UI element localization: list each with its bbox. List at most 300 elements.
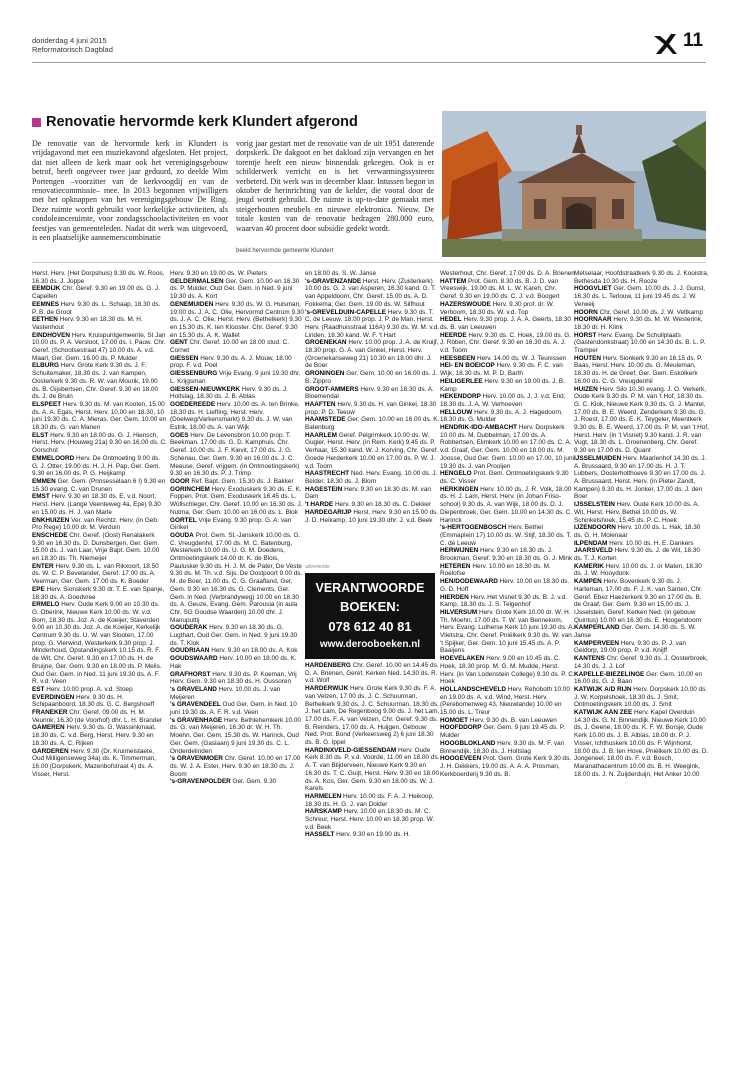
listing-text: Herv. 9.30 ds. G. Wassinkmaat, 18.30 ds. C. v.d. Berg, Herst. Herv. 9.30 en 18.30 ds. A. C. Rijken: [32, 724, 156, 747]
listing-entry: [32, 686, 167, 694]
listing-entry: [440, 270, 575, 278]
listing-group-e: [574, 270, 709, 778]
listing-entry: [305, 278, 440, 309]
listing-place: EVERDINGEN: [32, 693, 75, 701]
listing-text: Herv. 9.30 en 18.30 ds. J. Brookman, Geref. 9.30 en 18.30 ds. G. J. Mink: [440, 547, 573, 563]
listing-entry: [32, 748, 167, 779]
listing-entry: [305, 416, 440, 431]
listing-entry: [170, 486, 305, 517]
ad-phone: 078 612 40 81: [328, 619, 412, 634]
listing-entry: [170, 655, 305, 670]
listing-text: Herv. Exoduskerk 9.30 ds. E. K. Foppen. Prot. Gem. Exoduskerk 16.45 ds. L. Wüllschleger, Chr. Geref. 10.00 en 16.30 ds. J. Nutma, Ger. Gem. 10.00 en 16.00 ds. L. Blok: [170, 485, 303, 516]
listing-entry: [32, 285, 167, 300]
listing-text: Herv. Oude Kerk 9.00 en 10.30 ds. G. Oberink, Nieuwe Kerk 10.00 ds. W. v.d. Born, 18.30 ds. Joz. A. de Koeijer, Staverden 9.00 en 10.30 ds. Joz. A. de Koeijer, Kerkelijk Centrum 9.30 ds. U. W. van Slooten, 17.00 prop. G. Vierwind, Westerkerk 9.30 prop. J. Minderhoud, Opstandingskerk 10.15 ds. R. F. de Wit, Chr. Geref. 9.30 en 17.00 ds. H. de Bruijne, Ger. Gem. 9.30 en 18.00 ds. P. Melis. Oud Ger. Gem. in Ned. 11 juni 19.30 ds. A. F. R. v.d. Veen: [32, 601, 162, 686]
ad-website: www.derooboeken.nl: [319, 639, 421, 650]
listing-text: Chr. Geref. 9.30 en 19.00 ds. G. J. Capellen: [32, 285, 160, 301]
listing-group-c-top: [305, 270, 440, 524]
listing-text: Herv. 10.00 prop. J. A. de Kruijf, 18.30 prop. G. A. van Ginkel, Herst. Herv. (Groenekanseweg 21) 10.30 en 18.00 dhr. J. de Boer: [305, 339, 439, 370]
listing-place: GOUDERAK: [170, 624, 208, 632]
listing-place: HARDINXVELD-GIESSENDAM: [305, 746, 397, 754]
listing-place: HENGELO: [440, 470, 472, 478]
listing-group-a: [32, 270, 167, 778]
listing-text: Prot. Gem. Grote Kerk 9.30 ds. J. H. Dekkers, 19.00 ds. A. A. A. Prosman, Kerkboerderij 9.30 ds. B.: [440, 755, 572, 778]
listing-place: 's-GRAVENZANDE: [305, 277, 362, 285]
listing-place: KAMPERLAND: [574, 624, 620, 632]
listing-group-b: [170, 270, 305, 786]
listing-text: Herv. 9.30 ds. P. Koeman, Vrij Herv. Gem. 9.30 en 18.30 ds. H. Oussoren: [170, 670, 297, 686]
listing-entry: [440, 755, 575, 778]
listing-place: GROOT-AMMERS: [305, 385, 359, 393]
listing-place: IJZENDOORN: [574, 524, 616, 532]
listing-column-d: [440, 270, 575, 778]
page-number: 11: [683, 30, 704, 51]
headline-marker-icon: [32, 118, 41, 127]
listing-text: Herv. 9.30 en 18.30 ds. M. van Dam: [305, 485, 431, 501]
listing-entry: [170, 478, 305, 486]
listing-place: GRONINGEN: [305, 370, 345, 378]
listing-text: Herv. 9.30 en 18.00 ds. G. J. Hiensch, Herst. Herv. (Houweg 21a) 9.30 en 16.00 ds. C. Oorschot: [32, 431, 167, 455]
listing-entry: [305, 270, 440, 278]
listing-text: Herv. 10.00 en 18.00 ds. K. Hak: [170, 655, 297, 670]
listing-entry: [170, 355, 305, 370]
headline-text: Renovatie hervormde kerk Klundert afgerond: [46, 114, 358, 130]
listing-entry: [440, 563, 575, 578]
photo-credit: beeld hervormde gemeente Klundert: [236, 248, 334, 254]
listing-entry: [170, 647, 305, 655]
listing-text: Prot. Gem. 8.30 ds. B. J. D. van Vreeswijk, 19.00 ds. M. L. W. Kareh, Chr. Geref. 9.30 en 19.00 ds. C. J. v.d. Boogert: [440, 277, 560, 301]
listing-place: HARMELEN: [305, 792, 342, 800]
listing-text: Ger. Gem. 10.00 ds. J. J. Gunst, 16.30 ds. L. Terlouw, 11 juni 19.45 ds. J. W. Verweij: [574, 285, 706, 308]
listing-text: Herv. 9.00 en 10.45 ds. C. Hoek, 18.30 prop. M. G. M. Mudde, Herst. Herv. (in Van Lodenstein College) 9.30 ds. P. C. Hoek: [440, 655, 575, 686]
listing-text: Ref. Bapt. Gem. 15.30 ds. J. Bakker: [191, 477, 294, 485]
listing-entry: [170, 701, 305, 716]
listing-place: 's GRAVELAND: [170, 685, 217, 693]
listing-text: Herv. Dorpskerk 10.00 ds. J. W. Korpelshoek, 18.30 ds. J. Smit, Ontmoetingskerk 10.00 ds. J. Smit: [574, 685, 708, 709]
listing-entry: [32, 601, 167, 686]
listing-entry: [305, 808, 440, 831]
listing-entry: [305, 432, 440, 471]
listing-text: Herv. 10.00 ds. F. A. J. Heikoop, 18.30 ds. H. G. J. van Dolder: [305, 792, 434, 808]
listing-entry: [170, 717, 305, 756]
listing-text: Herv. 9.30 en 19.00 ds. W. Pieters: [170, 270, 267, 277]
listing-column-e: [574, 270, 709, 778]
listing-entry: [32, 401, 167, 432]
article-headline: [32, 114, 358, 130]
listing-entry: [574, 270, 709, 285]
listing-place: HEKENDORP: [440, 393, 481, 401]
listing-text: Herv. Bethel (Emmaplein 17) 10.00 ds. W. Stijf, 18.30 ds. T. C. de Leeuw: [440, 524, 572, 547]
listing-text: Herst. Herv. (Zuiderkerk) 10.00 ds. G. J. van Asperen, 16.30 kand. G. T. van Appeldoorn, Chr. Geref. 15.00 ds. A. D. Fokkema, Ger. Gem. 19.00 ds. W. Silfhout: [305, 277, 436, 308]
article-body-col1: De renovatie van de hervormde kerk in Klundert is vrijdagavond met een muziekavond afgesloten. Het project, dat niet alleen de kerk maar ook het verenigingsgebouw betrof, heeft ongeveer twee jaar geduurd, zo deelde Wim Portengen –voorzitter van de kerkvoogdij en van de renovatiecommissie– mee. In 2013 begonnen vrijwilligers met het opknappen van het verenigingsgebouw De Ring. Deze ruimte wordt gebruikt voor kerkelijke activiteiten, als condoleanceruimte, voor zondagsschoolactiviteiten en voor feestjes van gemeenteleden. Nadat dit werk was uitgevoerd, is een plaatselijke aannemerscombinatie: [32, 139, 228, 243]
listing-entry: [32, 532, 167, 563]
listing-text: Ger. Gem. 10.00 en 18.30 ds. P. Mulder. Oud Ger. Gem. in Ned. 9 juni 19.30 ds. A. Kort: [170, 277, 300, 301]
listing-text: Herv. Bovenkerk 9.30 ds. J. Harteman, 17.00 ds. F. J. K. van Santen, Chr. Geref. Ebez Haezerkerk 9.30 en 17.00 ds. B. de Graaf, Ger. Gem. 9.30 en 15.00 ds. J. IJsselstein, Geref. Kerken Ned. (in gebouw Quintus) 10.00 en 16.30 ds. E. Hoogendoorn: [574, 578, 703, 624]
listing-text: Herv. 9.30 en 19.00 ds. J. B. Kamp: [440, 377, 565, 393]
listing-text: Herv. 14.00 ds. W. J. Teunissen: [476, 354, 567, 362]
listing-place: KAMPERVEEN: [574, 639, 619, 647]
listing-entry: [170, 432, 305, 478]
listing-entry: [170, 301, 305, 340]
listing-text: Herv. 9.30 en 18.30 ds. G. Lugthart, Oud Ger. Gem. in Ned. 9 juni 19.30 ds. T. Klok: [170, 624, 298, 647]
listing-text: Herv. 9.30 en 19.00 ds. H.: [336, 831, 411, 839]
listing-place: ELST: [32, 431, 49, 439]
listing-entry: [574, 709, 709, 778]
listing-place: ELSPEET: [32, 400, 62, 408]
listing-text: Herv. Oude Kerk 8.30 ds. P. v.d. Voorde, 11.00 en 18.00 ds. A. T. van Blijderveen, Nieuwe Kerk 9.30 en 16.30 ds. T. C. Guijt, Herst. Herv. 9.30 en 18.00 ds. A. Kos, Ger. Gem. 9.30 en 18.00 ds. W. J. Karels: [305, 746, 440, 793]
listing-place: EMMELOORD: [32, 454, 75, 462]
listing-group-c-bottom: [305, 662, 440, 839]
listing-place: HOOFDDORP: [440, 724, 482, 732]
listing-text: Metselaar, Hoofdstraatkerk 9.30 ds. J. Kooistra, Bethesda 10.30 ds. H. Rooze: [574, 270, 709, 285]
listing-entry: [305, 486, 440, 501]
listing-entry: [32, 432, 167, 455]
listing-place: HARDEGARIJP: [305, 508, 352, 516]
listing-place: ILPENDAM: [574, 539, 608, 547]
listing-text: Herv. 9.30 ds. P. J. van Geldorp, 19.00 prop. P. v.d. Knijff: [574, 639, 686, 655]
listing-text: Ger. Gem. 10.00 en 16.00 ds. G. J. Baan: [574, 670, 703, 686]
listing-column-c: [305, 270, 440, 524]
listing-entry: [574, 355, 709, 386]
listing-place: GOUDA: [170, 531, 194, 539]
listing-entry: [440, 278, 575, 301]
listing-place: GORINCHEM: [170, 485, 210, 493]
listing-text: Herv. 10.00 ds. J. van Meijeren: [170, 685, 281, 701]
listing-text: Ger. Gem. 9.30: [232, 778, 277, 786]
listing-entry: [170, 517, 305, 532]
listing-entry: [170, 686, 305, 701]
listing-place: HIERDEN: [440, 593, 469, 601]
listing-place: GIESSEN: [170, 354, 199, 362]
listing-entry: [440, 724, 575, 739]
listing-place: EMST: [32, 493, 50, 501]
listing-entry: [305, 339, 440, 370]
listing-entry: [305, 386, 440, 401]
listing-place: HAZERSWOUDE: [440, 300, 491, 308]
listing-entry: [574, 578, 709, 624]
listing-place: HILVERSUM: [440, 608, 478, 616]
listing-place: HOOGEVEEN: [440, 755, 482, 763]
listing-entry: [32, 332, 167, 363]
listing-text: Herv. Grote Kerk 9.30 ds. J. F. Schuitemaker, 18.30 ds. J. van Kampen, Oosterkerk 9.30 ds. R. W. van Mourik, 19.00 ds. B. Gijsbertsen, Chr. Geref. 9.30 en 18.00 ds. J. de Bruin: [32, 362, 159, 401]
listing-text: Herv. 9.30 ds. H. van Ginkel, 18.30 prop. P. D. Teeuw: [305, 400, 437, 416]
listing-text: Herv. 9.30 ds. T. C. de Leeuw. 18.00 prop. J. P. de Man, Herst. Herv. (Raadhuisstraat 116A) 9.30 ds. W. M. v.d. Linden, 18.30 kand. W. F. 't Hart: [305, 308, 440, 339]
listing-place: HOMOET: [440, 716, 469, 724]
listing-text: Herv. 9.30 ds. L. Schaap, 18.30 ds. P. B. de Groot: [32, 300, 161, 316]
listing-entry: [305, 685, 440, 747]
listing-entry: [170, 532, 305, 624]
listing-place: GELDERMALSEN: [170, 277, 224, 285]
listing-place: HELLOUW: [440, 408, 473, 416]
listing-text: Herv. 10.00 ds. J. or Maten, 18.30 ds. J. W. Hooydonk: [574, 562, 702, 578]
header-meta: [32, 36, 113, 54]
listing-text: Ger. Gem. 10.00 en 16.00 ds. J. B. Zippro: [305, 370, 438, 385]
listing-entry: [574, 386, 709, 455]
listing-place: HAASTRECHT: [305, 470, 350, 478]
listing-place: ENSCHEDE: [32, 531, 68, 539]
listing-text: Prot. Gem. St.-Janskerk 10.00 ds. G. C. Vreugdenhil, 17.00 ds. M. C. Batenburg, Westerkerk 10.00 ds. U. G. M. Doedens, Ontmoetingskerk 14.00 dr. K. de Blois, Paulusker 9.30 ds. H. J. M. de Pater, De Veste 9.30 ds. M. Th. v.d. Sijs. De Oostpoort 9.00 ds. M. de Boer, 11.00 ds. C. G. Graafland, Ger. Gem. 9.30 en 16.30 ds. G. Clements, Ger. Gem. in Ned. (Verbrandyweg) 10.00 en 18.30 ds. A. Geuze, Evang. Gem. Parousia (in aula Chr. SG Goudse Waarden) 10.00 dhr. J. Manuputtij: [170, 531, 303, 624]
listing-entry: [32, 316, 167, 331]
listing-entry: [32, 478, 167, 493]
listing-text: Herv. 9.30 ds. C. Hoek, 19.00 ds. G. J. Röben, Chr. Geref. 9.30 en 16.30 ds. A. J. v.d. Toorn: [440, 331, 571, 355]
listing-text: Herv. Oude Kerk 10.00 ds. A. Wit, Herst. Herv. Bethel 10.00 ds. W. Schinkelshoek, 15.45 ds. P. C. Hoek: [574, 501, 700, 524]
listing-text: Herv. 9.30 ds. H. Schipaanboord, 18.30 ds. G. C. Bergshoeff: [32, 693, 155, 709]
listing-place: KANTENS: [574, 655, 605, 663]
listing-entry: [440, 524, 575, 547]
listing-entry: [574, 501, 709, 524]
listing-text: Herv. 9.30 ds. W. G. Hulsman, 19.00 ds. J. A. C. Olie, Hervormd Centrum 9.30 ds. J. A. C. Olie, Herst. Herv. (Bethelkerk) 9.30 en 15.30 ds. K. ten Klooster. Chr. Geref. 9.30 en 15.30 ds. A. K. Wallet: [170, 300, 304, 339]
header-paper: Reformatorisch Dagblad: [32, 45, 113, 54]
listing-entry: [440, 717, 575, 725]
listing-entry: [305, 470, 440, 485]
listing-column-c-lower: [305, 662, 440, 839]
listing-text: Herv. 10.00 en 18.30 ds. M. Roelofse: [440, 562, 551, 578]
listing-text: Vrije Evang. 9.30 prop. G. A. van Ginkel: [170, 516, 292, 532]
newspaper-logo-icon: [652, 32, 678, 56]
listing-place: 't HARDE: [305, 501, 334, 509]
listing-text: Herv. 9.30 en 18.30 ds. A. Bloemendal: [305, 385, 434, 401]
listing-entry: [32, 563, 167, 586]
listing-text: Herv. 9.30 en 18.30 ds. M. H. Vastenhout: [32, 316, 143, 331]
listing-place: HARDERWIJK: [305, 685, 349, 693]
listing-place: KATWIJK AAN ZEE: [574, 709, 633, 717]
ad-line-1: VERANTWOORDE: [315, 581, 425, 595]
ad-label: advertentie: [305, 564, 330, 570]
listing-place: HORST: [574, 331, 597, 339]
listing-text: Chr. Geref. 10.00 en 14.45 ds. D. A. Brienen, Geref. Kerken Ned. 14.30 ds. R. v.d. Wolf: [305, 662, 439, 685]
listing-place: HETEREN: [440, 562, 471, 570]
listing-entry: [305, 662, 440, 685]
listing-entry: [440, 362, 575, 377]
listing-entry: [305, 509, 440, 524]
listing-text: en 18.00 ds. S. W. Janse: [305, 270, 377, 277]
listing-text: Herv. Grote Kerk 10.00 dr. W. H. Th. Moehn, 17.00 ds. T. W. van Bennekom, Herv. Evang. Lutherse Kerk 10 juni 19.30 ds. A. Vlietstra, Chr. Geref. Pniëlkerk 9.30 ds. W. van 't Spijker, Ger. Gem. 10 juni 15.45 ds. A. P. Baaijens: [440, 608, 575, 655]
listing-entry: [305, 501, 440, 509]
listing-text: Herv. 9.30 ds. A. J. Mouw, 18.00 prop. F. v.d. Poel: [170, 354, 292, 370]
listing-entry: [170, 370, 305, 385]
listing-place: EPE: [32, 585, 45, 593]
listing-text: Herv. 9.30 ds. B. van Leeuwen: [469, 716, 557, 724]
listing-text: Herv. 10.00 en 18.30 ds. M. C. Schreur, Herst. Herv. 10.00 en 18.30 prop. W. v.d. Beek: [305, 808, 435, 831]
listing-place: GOEDEREEDE: [170, 400, 216, 408]
listing-place: HOORNAAR: [574, 316, 612, 324]
listing-text: Herv. 10.00 ds. A. ten Brinke, 18.30 ds. H. Liefting, Herst. Herv. (Doelweg/Varkensmarkt) 9.30 ds. J. W. van Estrik, 18.00 ds. A. van Wijk: [170, 400, 300, 432]
listing-entry: [440, 594, 575, 609]
listing-entry: [574, 640, 709, 655]
listing-place: IJSSELSTEIN: [574, 501, 615, 509]
listing-entry: [170, 270, 305, 278]
listing-text: Herv. Silo 10.30 evang. J. O. Verkerk, Oude Kerk 9.30 ds. P. M. van 't Hof, 18.30 ds. G. C. Klok, Nieuwe Kerk 9.30 ds. G. J. Mantel, 17.00 ds. B. E. Weerd, Zenderkerk 9.30 ds. G. J. Roest, 17.00 ds. E. K. Teygeler, Meentkerk 9.30 ds. B. E. Weerd, 17.00 ds. P. M. van 't Hof, Herst. Herv. (in 't Visnet) 9.30 kand. J. R. van Vugt, 18.30 ds. L. Groenenberg, Chr. Geref. 9.30 en 17.00 ds. D. Quant: [574, 385, 709, 455]
listing-place: KAPELLE-BIEZELINGE: [574, 670, 645, 678]
listing-text: Ned. Herv. Evang. 10.00 ds. J. Belder, 18.30 ds. J. Blom: [305, 470, 438, 485]
listing-entry: [170, 778, 305, 786]
listing-entry: [574, 624, 709, 639]
listing-entry: [170, 339, 305, 354]
listing-text: Herv. Kruispuntgemeente, St Jan 10.00 ds. P. A. Versloot, 17.00 ds. I. Pauw. Chr. Geref. (Schootsestraat 47) 10.00 ds. A. v.d. Maarl, Ger. Gem. 16.00 ds. P. Mulder: [32, 331, 166, 362]
listing-place: 's GRAVENDEEL: [170, 701, 221, 709]
listing-entry: [440, 332, 575, 355]
listing-text: Herv. 10.00 ds. J. R. Volk, 18.00 ds. H. J. Lam, Herst. Herv. (in Johan Friso-school) 9.30 ds. A. van Wijk, 18.00 ds. D. J. Diepenbroek, Ger. Gem. 10.00 en 14.30 ds. C. Harinck: [440, 485, 573, 524]
listing-text: Herv. Grote Kerk 9.30 ds. F. A. van Velzen, 17.00 ds. J. C. Schuurman, Bethelkerk 9.30 ds. J. C. Schuurman, 18.30 ds. J. het Lam, De Regenboog 9.00 ds. J. het Lam, 17.00 ds. F. A. van Velzen, Chr. Geref. 9.30 ds. B. Reinders, 17.00 ds. A. Huijgen, Gebouw Ned. Prot. Bond (Verkeersweg 2) 6 juni 18.30 ds. B. G. Ippel: [305, 685, 440, 747]
listing-text: Chr. Geref. 10.00 en 18.00 stud. C. Cornet: [170, 339, 290, 355]
listing-entry: [440, 355, 575, 363]
listing-text: Herv. Sionkerk 9.30 en 16.15 ds. P. Baas, Herst. Herv. 10.00 ds. G. Meuleman, 18.30 ds. H. de Greef, Ger. Gem. Eskolkerk 16.00 ds. C. G. Vreugdenhil: [574, 354, 703, 385]
listing-entry: [574, 524, 709, 539]
listing-entry: [170, 278, 305, 301]
listing-text: Chr. Geref. 10.00 ds. J. W. Veltkamp: [599, 308, 703, 316]
listing-place: HAAFTEN: [305, 400, 336, 408]
listing-place: 's-GRAVENPOLDER: [170, 778, 231, 786]
listing-text: Geref. Pelgrimkerk 10.00 ds. W. Gugler, Herst. Herv. (in Rem. Kerk) 9.45 ds. P. Verhaar, 15.30 kand. W. J. Korving, Chr. Geref. Goede Herderkerk 10.00 en 17.00 ds. P. W. J. v.d. Toorn: [305, 431, 439, 470]
listing-entry: [574, 671, 709, 686]
listing-text: Herv. 10.00 prop. A. v.d. Stoep: [46, 685, 133, 693]
listing-place: HOORN: [574, 308, 598, 316]
listing-place: GENEMUIDEN: [170, 300, 214, 308]
listing-entry: [32, 362, 167, 401]
listing-place: HARSKAMP: [305, 808, 342, 816]
listing-place: HEERDE: [440, 331, 467, 339]
listing-text: Herv. Maarlenhof 14.30 ds. J. A. Brussaard, 9.30 en 17.00 ds. H. J. T. Lubbers, Oosterholthoeve 9.30 en 17.00 ds. J. A. Brussaard, Herst. Herv. (in Pieter Zandt, Kampen) 9.30 ds. H. Jonker, 17.00 ds. J. den Boer: [574, 454, 707, 501]
ad-line-2: BOEKEN:: [340, 599, 400, 614]
listing-place: HOOGBLOKLAND: [440, 739, 496, 747]
listing-text: Herv. 9.30 prof. dr. W. Verboom, 18.30 ds. W. v.d. Top: [440, 300, 555, 316]
listing-text: Herv. Het Visnet 9.30 ds. B. J. v.d. Kamp, 18.30 ds. J. S. Telgenhof: [440, 593, 568, 609]
listing-place: HOOGVLIET: [574, 285, 612, 293]
listing-entry: [305, 747, 440, 793]
listing-place: KAMPEN: [574, 578, 602, 586]
listing-entry: [170, 671, 305, 686]
listing-entry: [574, 547, 709, 562]
listing-text: Herv. 9.30 ds. J. de Wit, 18.30 ds. T. J. Korten: [574, 547, 700, 563]
listing-text: Herv. De Levensbron 10.00 prop. T. Beekman. 17.00 ds. G. D. Kamphuis. Chr. Geref. 10.00 ds. J. F. Kievit, 17.00 ds. J. G. Schenau, Ger. Gem. 9.30 en 16.00 ds. J. C. Meeuse, Geref. vrijgem. (in Ontmoetingskerk) 9.30 en 16.30 ds. P. J. Trimp: [170, 431, 300, 478]
listing-entry: [440, 301, 575, 316]
listing-place: ELBURG: [32, 362, 59, 370]
listing-column-b: [170, 270, 305, 786]
listing-place: KATWIJK A/D RIJN: [574, 685, 632, 693]
listing-place: HAARLEM: [305, 431, 337, 439]
listing-entry: [32, 586, 167, 601]
listing-text: Herv. 10.00 ds. H. E. Dankers: [609, 539, 694, 547]
listing-entry: [170, 386, 305, 401]
listing-place: GARDEREN: [32, 747, 69, 755]
listing-place: HOEVELAKEN: [440, 655, 485, 663]
listing-place: HEDEL: [440, 316, 462, 324]
listing-entry: [32, 493, 167, 516]
listing-place: 's-GREVELDUIN-CAPELLE: [305, 308, 387, 316]
listing-place: GOES: [170, 431, 189, 439]
listing-group-d: [440, 270, 575, 778]
listing-text: Ger. Gem. 14.30 ds. S. W. Janse: [574, 624, 696, 640]
listing-place: HEI- EN BOEICOP: [440, 362, 495, 370]
listing-place: EETHEN: [32, 316, 58, 324]
listing-entry: [574, 540, 709, 548]
listing-entry: [305, 309, 440, 340]
listing-text: Herv. 10.00 ds. J. J. v.d. End, 18.30 ds. J. A. W. Verhoeven: [440, 393, 566, 408]
listing-entry: [170, 624, 305, 647]
listing-place: GRAFHORST: [170, 670, 211, 678]
listing-text: Oud Ger. Gem. in Ned. 10 juni 19.30 ds. A. F. R. v.d. Veen: [170, 701, 297, 717]
listing-place: EEMNES: [32, 300, 59, 308]
listing-entry: [32, 301, 167, 316]
church-photo: [442, 111, 706, 257]
listing-text: Herv. 9.30 ds. L. van Rikxoort, 18.50 ds. W. C. P. Bevelander, Geref. 17.00 ds. A. Veerman, Ger. Gem. 17.00 ds. K. Boeder: [32, 562, 159, 586]
listing-entry: [440, 609, 575, 655]
listing-entry: [440, 655, 575, 686]
listing-text: Herv. 9.30 ds. F. C. van Wijk, 18.30 ds. M. P. D. Barth: [440, 362, 563, 378]
listing-place: GIESSEN-NIEUWKERK: [170, 385, 240, 393]
listing-entry: [170, 401, 305, 432]
listing-entry: [574, 285, 709, 308]
listing-place: GORTEL: [170, 516, 197, 524]
listing-entry: [305, 401, 440, 416]
listing-place: FRANEKER: [32, 709, 68, 717]
listing-entry: [305, 831, 440, 839]
listing-place: HUIZEN: [574, 385, 598, 393]
listing-place: HENDRIK-IDO-AMBACHT: [440, 424, 518, 432]
listing-text: Herv. 9.30 en 18.30 ds. E. v.d. Noort, Herst. Herv. (Lange Veenteweg 4a, Epe) 9.30 en 15.00 ds. H. J. van Marle: [32, 493, 161, 516]
listing-text: Herv. 9.30 (Dr. Kruimelstaete, Oud Milligenseweg 34a) ds. K. Timmerman, 16.00 (Dorpskerk, Mazenbofstraat 4) ds. A. Visser, Herst.: [32, 747, 156, 778]
listing-entry: [574, 332, 709, 355]
listing-place: HEESBEEN: [440, 354, 476, 362]
listing-place: 's-HERTOGENBOSCH: [440, 524, 507, 532]
listing-text: Herv. 9.30 ds. M. van Kooten, 15.00 ds. A. A. Egas, Herst. Herv. 10.00 en 18.30, 10 juni 19.30 ds. C. A. Mieras. Ger. Gem. 10.00 en 18.30 ds. G. van Manen: [32, 400, 167, 432]
listing-text: Herv. Kapel Overduin 14.30 ds. G. N. Binnendijk, Nieuwe Kerk 10.00 ds. J. Geene, 18.00 ds. K. F. W. Borsje, Oude Kerk 10.00 ds. J. B. Albias, 18.00 dr. P. J. Visser, Ichthuskerk 10.00 ds. F. Wijnhorst, 18.00 ds. J. B. ten Hove, Pniëlkerk 10.00 ds. D. Jongeneel, 18.00 ds. F. v.d. Bosch, Maranathacentrum 10.00 ds. B. H. Weegink, 18.00 ds. J. N. Zuijderduijn, Het Anker 10.00: [574, 709, 709, 778]
listing-entry: [574, 455, 709, 501]
listing-text: Herv. Rehoboth 10.00 en 19.00 ds. A. v.d. Wind, Herst. Herv. (Perebomenweg 43, Nieuwlande) 10.00 en 15.00 ds. L. Treur: [440, 685, 570, 717]
section-divider: [32, 262, 706, 263]
listing-text: Herv. 9.30 en 18.30 ds. C. Dekker: [334, 501, 432, 509]
listing-place: HERKINGEN: [440, 485, 479, 493]
listing-text: Herv. Bethlehemkerk 10.00 ds. G. van Meijeren, 16.30 dr. W. H. Th. Moehn, Ger. Gem. 15.30 ds. W. Harinck, Oud Ger. Gem. (Gaslaan) 9 juni 19.30 ds. C. L. Onderdelinden: [170, 716, 301, 755]
listing-text: Herv. 9.30 prop. J. A. A. Geerts, 18.30 ds. B. van Leeuwen: [440, 316, 571, 331]
listing-entry: [305, 370, 440, 385]
listing-entry: [440, 486, 575, 525]
listing-entry: [440, 578, 575, 593]
listing-place: JAARSVELD: [574, 547, 613, 555]
listing-text: Herv. 9.30 ds. A. J. Hagedoorn, 18.30 ds. G. Mulder: [440, 408, 563, 424]
listing-place: ERMELO: [32, 601, 60, 609]
listing-entry: [32, 694, 167, 709]
advertisement-box[interactable]: [305, 573, 435, 659]
listing-place: 's GRAVENHAGE: [170, 716, 223, 724]
listing-text: Chr. Geref. 9.30 ds. J. Oosterbroek, 14.30 ds. J. J. Lof: [574, 655, 708, 670]
listing-text: Herv. Sionskerk 9.30 dr. T. E. van Spanje, 18.30 ds. A. Goedvree: [32, 585, 165, 601]
listing-place: EST: [32, 685, 45, 693]
listing-entry: [440, 686, 575, 717]
listing-place: HASSELT: [305, 831, 335, 839]
listing-text: Herst. Herv. 9.30 en 15.00 ds. J. D. Heikamp, 10 juni 19.30 dhr. J. v.d. Beek: [305, 508, 439, 524]
listing-entry: [440, 393, 575, 408]
listing-text: Westerhout, Chr. Geref. 17.00 ds. D. A. Brienen: [440, 270, 575, 277]
listing-text: Herv. 9.30 en 18.00 ds. A. Kok: [211, 647, 298, 655]
listing-place: EMMEN: [32, 477, 56, 485]
listing-text: Chr. Geref. (Oost) Renatakerk 9.30 en 16.30 ds. D. Dunsbergen, Ger. Gem. 15.00 ds. J. van Laar, Vrije Bapt. Gem. 10.00 en 18.30 ds. Th. Niemeijer: [32, 531, 160, 563]
listing-entry: [32, 517, 167, 532]
listing-column-a: [32, 270, 167, 778]
listing-entry: [574, 655, 709, 670]
listing-place: HEN/DODEWAARD: [440, 578, 498, 586]
listing-place: GROENEKAN: [305, 339, 347, 347]
listing-text: Herv. 9.30 ds. M. W. Westerink, 18.30 dr. H. Klink: [574, 316, 703, 331]
listing-entry: [170, 755, 305, 778]
listing-place: GAMEREN: [32, 724, 65, 732]
listing-text: Ger. Gem. 10.00 en 16.00 ds. K. Batenburg: [305, 416, 440, 432]
listing-place: EINDHOVEN: [32, 331, 70, 339]
listing-entry: [440, 424, 575, 470]
listing-place: GOUDSWAARD: [170, 655, 218, 663]
listing-entry: [32, 455, 167, 478]
listing-text: Vrije Evang. 9 juni 19.30 dhr. L. Krijgsman: [170, 370, 301, 385]
listing-text: Ger. Gem. (Prinsesselaan 6 I) 9.30 en 15.30 evang. C. van Drunen: [32, 477, 166, 493]
